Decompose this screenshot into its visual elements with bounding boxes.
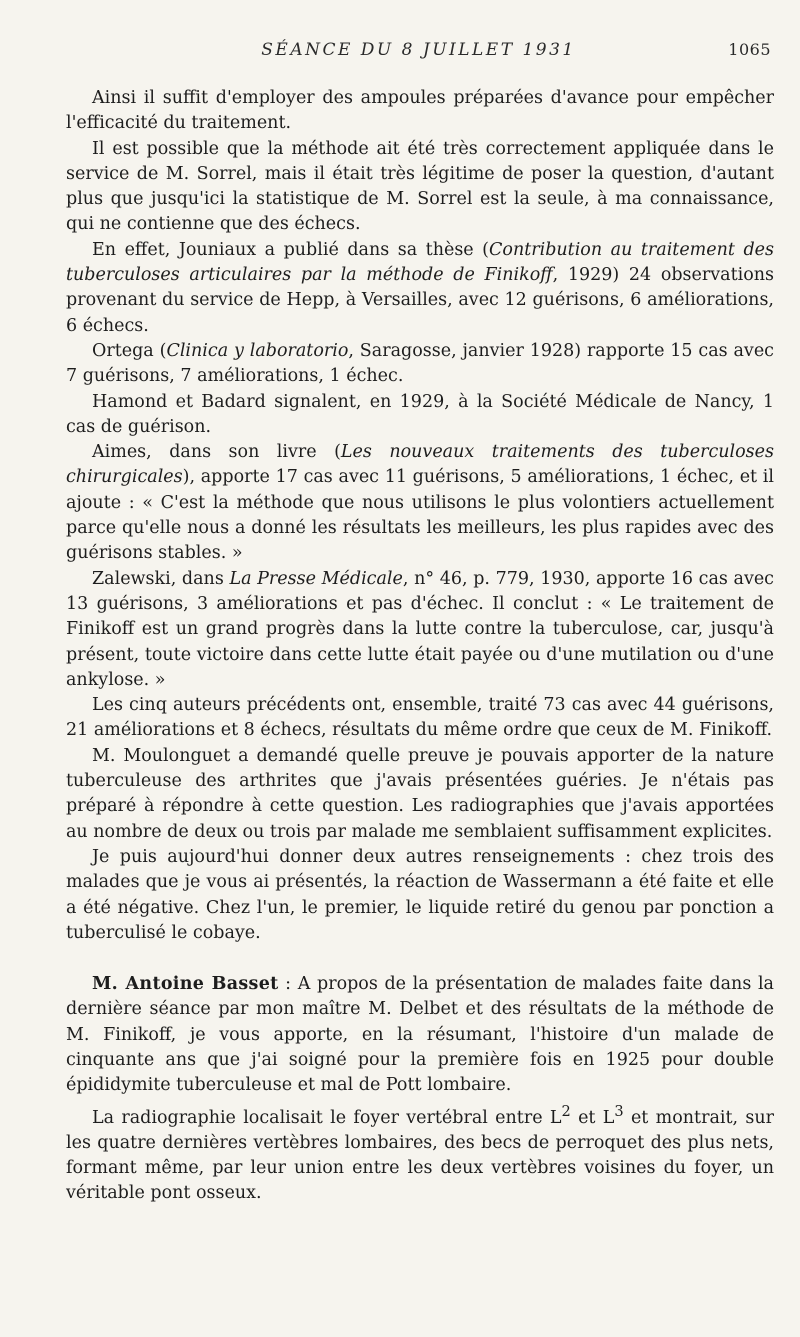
paragraph: Ainsi il suffit d'employer des ampoules préparées d'avance pour empêcher l'efficacité du traitement. [66,88,774,134]
running-title: SÉANCE DU 8 JUILLET 1931 [261,40,576,60]
speaker-name: M. Antoine Basset [92,974,279,995]
paragraph: Je puis aujourd'hui donner deux autres renseignements : chez trois des malades que je vous ai présentés, la réaction de Wassermann a été faite et elle a été négative. Chez l'un, le premier, le liquide retiré du genou par ponction a tuberculisé le cobaye. [66,846,774,943]
paragraph-text: La radiographie localisait le foyer vertébral entre L [92,1107,562,1128]
paragraph [66,339,774,390]
communication-paragraph [66,972,774,1098]
paragraph: Les cinq auteurs précédents ont, ensemble, traité 73 cas avec 44 guérisons, 21 améliorations et 8 échecs, résultats du même ordre que ceux de M. Finikoff. [66,695,774,741]
paragraph-text: , n° 46, p. 779, 1930, apporte 16 cas avec 13 guérisons, 3 améliorations et pas d'échec. Il conclut : « Le traitement de Finikoff est un grand progrès dans la lutte contre la tuberculose, car, jusqu'à présent, toute victoire dans cette lutte était payée ou d'une mutilation ou d'une ankylose. » [66,568,774,690]
paragraph-text: : A propos de la présentation de malades faite dans la dernière séance par mon maître M. Delbet et des résultats de la méthode de M. Finikoff, je vous apporte, en la résumant, l'histoire d'un malade de cinquante ans que j'ai soigné pour la première fois en 1925 pour double épididymite tuberculeuse et mal de Pott lombaire. [66,974,774,1096]
paragraph: M. Moulonguet a demandé quelle preuve je pouvais apporter de la nature tuberculeuse des arthrites que j'avais présentées guéries. Je n'étais pas préparé à répondre à cette question. Les radiographies que j'avais apportées au nombre de deux ou trois par malade me semblaient suffisamment explicites. [66,745,774,842]
book-title: Les nouveaux traitements des tuberculoses chirurgicales [66,442,774,488]
paragraph [66,1099,774,1207]
paragraph [66,238,774,339]
journal-title: Clinica y laboratorio [166,340,349,361]
paragraph-text: et montrait, sur les quatre dernières vertèbres lombaires, des becs de perroquet des plus nets, formant même, par leur union entre les deux vertèbres voisines du foyer, un véritable pont osseux. [66,1107,774,1204]
paragraph [66,440,774,566]
paragraph-text: , 1929) 24 observations provenant du service de Hepp, à Versailles, avec 12 guérisons, 6 améliorations, 6 échecs. [66,265,774,336]
body-text [66,86,774,1207]
paragraph: Il est possible que la méthode ait été très correctement appliquée dans le service de M. Sorrel, mais il était très légitime de poser la question, d'autant plus que jusqu'ici la statistique de M. Sorrel est la seule, à ma connaissance, qui ne contienne que des échecs. [66,138,774,235]
paragraph-text: Aimes, dans son livre ( [92,442,341,463]
vertebra-superscript: 3 [614,1102,624,1120]
journal-title: La Presse Médicale [229,568,403,589]
page-header [66,40,771,66]
paragraph-text: En effet, Jouniaux a publié dans sa thèse ( [92,239,490,260]
paragraph: Hamond et Badard signalent, en 1929, à la Société Médicale de Nancy, 1 cas de guérison. [66,391,774,437]
paragraph-text: Ortega ( [92,340,167,361]
paragraph [66,567,774,693]
paragraph-text: Zalewski, dans [92,568,230,589]
paragraph-text: , Saragosse, janvier 1928) rapporte 15 cas avec 7 guérisons, 7 améliorations, 1 échec. [66,340,774,387]
vertebra-superscript: 2 [561,1102,571,1120]
page-number: 1065 [728,40,771,59]
paragraph-text: ), apporte 17 cas avec 11 guérisons, 5 améliorations, 1 échec, et il ajoute : « C'est la méthode que nous utilisons le plus volontiers actuellement parce qu'elle nous a donné les résultats les meilleurs, les plus rapides avec des guérisons stables. » [66,467,774,564]
paragraph-text: et L [570,1107,615,1128]
thesis-title: Contribution au traitement des tuberculoses articulaires par la méthode de Finikoff [66,239,774,286]
